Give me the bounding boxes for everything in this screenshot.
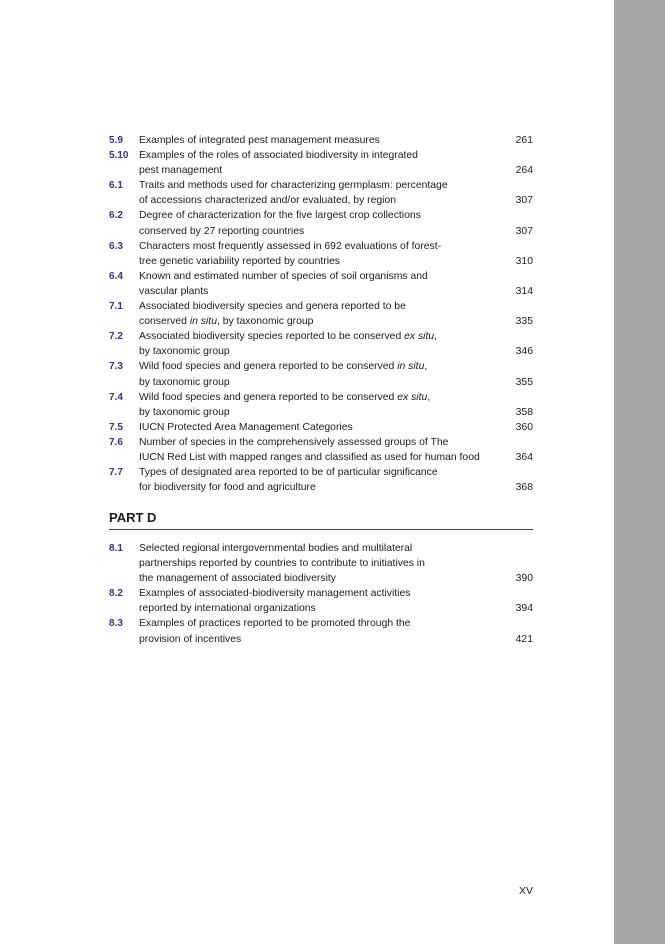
entry-title xyxy=(139,359,503,389)
entry-title xyxy=(139,420,503,435)
entry-title xyxy=(139,178,503,208)
part-d-heading: PART D xyxy=(109,510,533,530)
entry-title-line: reported by international organizations xyxy=(139,603,316,615)
entry-title xyxy=(139,148,503,178)
entry-title xyxy=(139,269,503,299)
entry-title-line: for biodiversity for food and agriculture xyxy=(139,482,316,494)
entry-title xyxy=(139,586,503,616)
entry-title-line: Examples of the roles of associated biodiversity in integrated xyxy=(139,150,418,162)
entry-number: 7.6 xyxy=(109,436,123,448)
toc-entry[interactable] xyxy=(109,541,533,586)
entry-title-line: partnerships reported by countries to contribute to initiatives in xyxy=(139,558,425,570)
entry-title-line: Wild food species and genera reported to be conserved in situ, xyxy=(139,361,428,373)
entry-title-line: pest management xyxy=(139,165,223,177)
entry-number: 8.2 xyxy=(109,588,123,600)
entry-title xyxy=(139,133,503,148)
entry-number: 7.2 xyxy=(109,331,123,343)
toc-entry[interactable] xyxy=(109,148,533,178)
toc-entry[interactable] xyxy=(109,435,533,465)
toc-entry[interactable] xyxy=(109,586,533,616)
entry-title-line: conserved by 27 reporting countries xyxy=(139,225,305,237)
entry-title-line: Known and estimated number of species of soil organisms and xyxy=(139,270,428,282)
entry-page-number: 390 xyxy=(515,573,533,585)
toc-entry[interactable] xyxy=(109,390,533,420)
entry-title-line: by taxonomic group xyxy=(139,376,230,388)
toc-entry[interactable] xyxy=(109,465,533,495)
toc-entry[interactable] xyxy=(109,329,533,359)
entry-title-line: Types of designated area reported to be of particular significance xyxy=(139,467,438,479)
entry-title-line: vascular plants xyxy=(139,285,209,297)
entry-title xyxy=(139,329,503,359)
entry-title-line: tree genetic variability reported by countries xyxy=(139,255,340,267)
entry-page-number: 368 xyxy=(515,482,533,494)
entry-page-number: 358 xyxy=(515,406,533,418)
toc-entry[interactable] xyxy=(109,208,533,238)
gray-side-band xyxy=(614,0,665,944)
entry-title-line: Selected regional intergovernmental bodies and multilateral xyxy=(139,543,413,554)
entry-number: 7.4 xyxy=(109,391,123,403)
entry-number: 7.7 xyxy=(109,467,123,479)
entry-page-number: 421 xyxy=(515,633,533,645)
entry-page-number: 314 xyxy=(515,285,533,297)
entry-number: 7.3 xyxy=(109,361,123,373)
toc-entry[interactable] xyxy=(109,269,533,299)
entry-title xyxy=(139,390,503,420)
entry-title xyxy=(139,616,503,646)
entry-title-line: Associated biodiversity species reported to be conserved ex situ, xyxy=(139,331,438,343)
entry-number: 6.2 xyxy=(109,210,123,222)
entry-number: 8.1 xyxy=(109,543,123,554)
toc-list-part-d xyxy=(109,541,533,647)
toc-entry[interactable] xyxy=(109,133,533,148)
entry-title xyxy=(139,541,503,586)
toc-entry[interactable] xyxy=(109,359,533,389)
toc-entry[interactable] xyxy=(109,616,533,646)
entry-page-number: 307 xyxy=(515,225,533,237)
toc-entry[interactable] xyxy=(109,178,533,208)
entry-page-number: 310 xyxy=(515,255,533,267)
entry-page-number: 264 xyxy=(515,165,533,177)
toc-entry[interactable] xyxy=(109,239,533,269)
entry-title-line: Examples of integrated pest management measures xyxy=(139,135,380,146)
entry-number: 6.4 xyxy=(109,270,123,282)
entry-page-number: 394 xyxy=(515,603,533,615)
entry-page-number: 307 xyxy=(515,195,533,207)
entry-title-line: the management of associated biodiversity xyxy=(139,573,336,585)
toc-entry[interactable] xyxy=(109,420,533,435)
page-number: XV xyxy=(518,885,533,897)
entry-title-line: Number of species in the comprehensively assessed groups of The xyxy=(139,436,449,448)
entry-page-number: 360 xyxy=(515,421,533,433)
entry-title xyxy=(139,208,503,238)
entry-title-line: of accessions characterized and/or evaluated, by region xyxy=(139,195,397,207)
entry-page-number: 364 xyxy=(515,451,533,463)
entry-title-line: Associated biodiversity species and genera reported to be xyxy=(139,301,406,313)
entry-number: 7.5 xyxy=(109,421,123,433)
entry-title-line: conserved in situ, by taxonomic group xyxy=(139,316,314,328)
entry-title xyxy=(139,239,503,269)
entry-page-number: 261 xyxy=(515,135,533,146)
entry-page-number: 346 xyxy=(515,346,533,358)
entry-title xyxy=(139,465,503,495)
entry-title xyxy=(139,299,503,329)
entry-title-line: Traits and methods used for characterizing germplasm: percentage xyxy=(139,180,448,192)
entry-title-line: by taxonomic group xyxy=(139,346,230,358)
entry-title-line: IUCN Protected Area Management Categories xyxy=(139,421,353,433)
toc-entry[interactable] xyxy=(109,299,533,329)
entry-number: 5.9 xyxy=(109,135,123,146)
entry-number: 6.3 xyxy=(109,240,123,252)
entry-title-line: provision of incentives xyxy=(139,633,242,645)
entry-title xyxy=(139,435,503,465)
entry-page-number: 335 xyxy=(515,316,533,328)
entry-number: 8.3 xyxy=(109,618,123,630)
toc-list-part-c xyxy=(109,133,533,495)
entry-title-line: IUCN Red List with mapped ranges and classified as used for human food xyxy=(139,451,480,463)
entry-title-line: Examples of associated-biodiversity management activities xyxy=(139,588,411,600)
entry-number: 6.1 xyxy=(109,180,123,192)
entry-title-line: by taxonomic group xyxy=(139,406,230,418)
entry-title-line: Characters most frequently assessed in 692 evaluations of forest- xyxy=(139,240,442,252)
entry-title-line: Examples of practices reported to be promoted through the xyxy=(139,618,411,630)
entry-title-line: Degree of characterization for the five largest crop collections xyxy=(139,210,421,222)
entry-number: 5.10 xyxy=(109,150,129,162)
entry-page-number: 355 xyxy=(515,376,533,388)
entry-number: 7.1 xyxy=(109,301,123,313)
entry-title-line: Wild food species and genera reported to be conserved ex situ, xyxy=(139,391,431,403)
